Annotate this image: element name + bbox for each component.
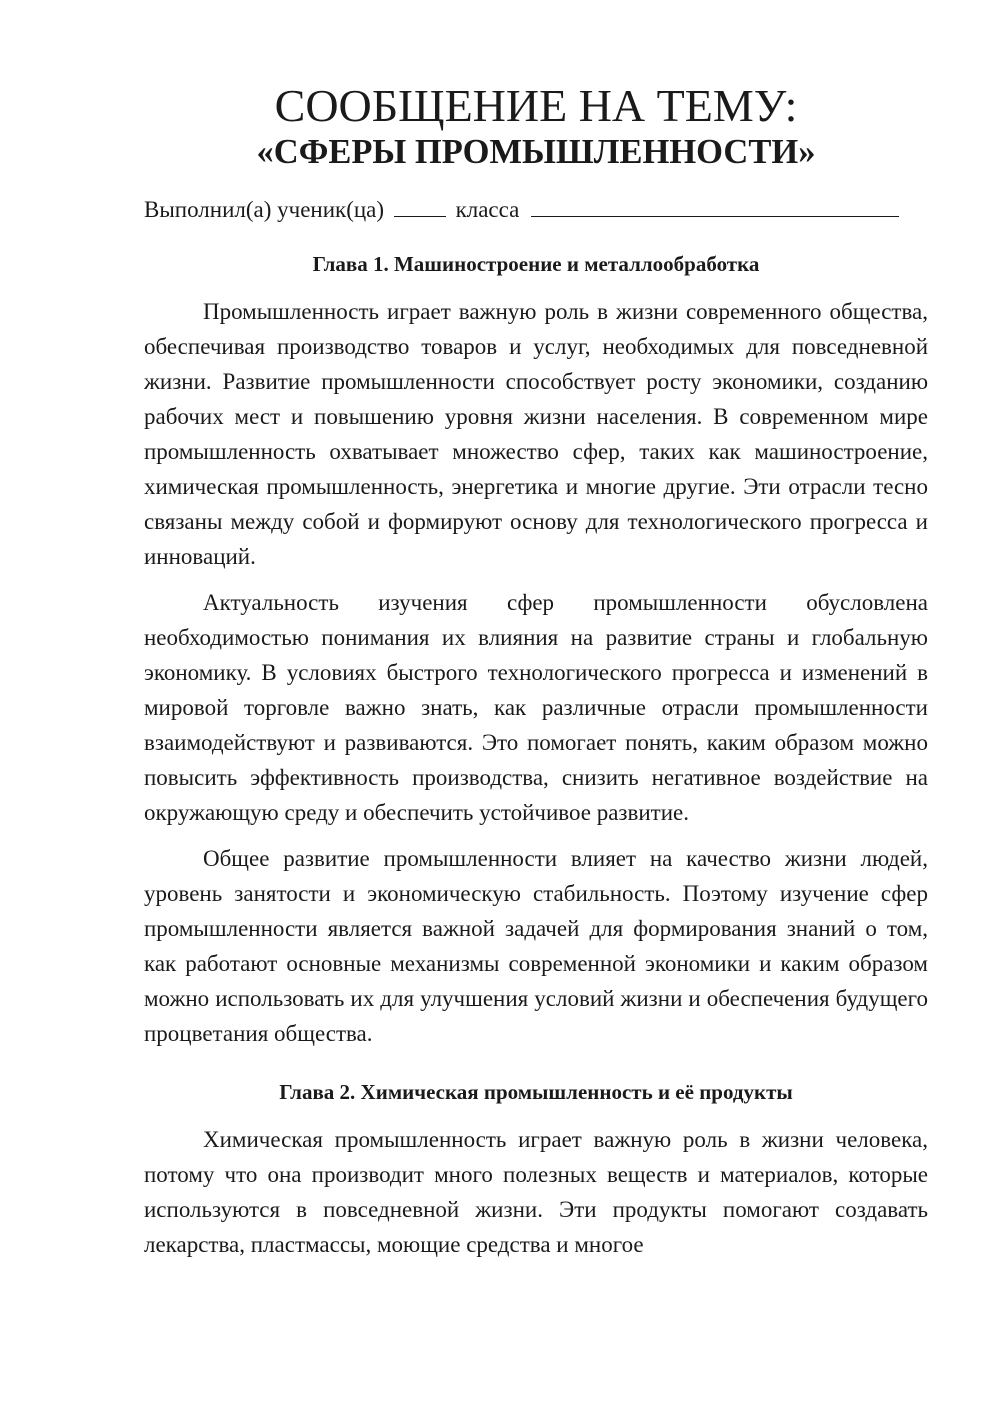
chapter-title: Глава 1. Машиностроение и металлообработка bbox=[312, 252, 760, 276]
chapter-2 bbox=[144, 1075, 928, 1262]
student-label: Выполнил(а) ученик(ца) bbox=[144, 197, 385, 222]
class-number-blank bbox=[394, 194, 446, 217]
document-title: «СФЕРЫ ПРОМЫШЛЕННОСТИ» bbox=[256, 133, 816, 171]
chapter-1 bbox=[144, 247, 928, 1051]
student-info-line bbox=[144, 192, 928, 227]
paragraph: Промышленность играет важную роль в жизни современного общества, обеспечивая производство товаров и услуг, необходимых для повседневной жизни. Развитие промышленности способствует росту экономики, созданию рабочих мест и повышению уровня жизни населения. В современном мире промышленность охватывает множество сфер, таких как машиностроение, химическая промышленность, энергетика и многие другие. Эти отрасли тесно связаны между собой и формируют основу для технологического прогресса и инноваций. bbox=[144, 299, 928, 569]
paragraph: Общее развитие промышленности влияет на качество жизни людей, уровень занятости и экономическую стабильность. Поэтому изучение сфер промышленности является важной задачей для формирования знаний о том, как работают основные механизмы современной экономики и каким образом можно использовать их для улучшения условий жизни и обеспечения будущего процветания общества. bbox=[144, 846, 928, 1046]
class-label: класса bbox=[455, 197, 520, 222]
paragraph: Актуальность изучения сфер промышленности обусловлена необходимостью понимания их влияния на развитие страны и глобальную экономику. В условиях быстрого технологического прогресса и изменений в мировой торговле важно знать, как различные отрасли промышленности взаимодействуют и развиваются. Это помогает понять, каким образом можно повысить эффективность производства, снизить негативное воздействие на окружающую среду и обеспечить устойчивое развитие. bbox=[144, 590, 928, 825]
chapter-title: Глава 2. Химическая промышленность и её продукты bbox=[279, 1080, 793, 1104]
paragraph: Химическая промышленность играет важную роль в жизни человека, потому что она производит много полезных веществ и материалов, которые используются в повседневной жизни. Эти продукты помогают создавать лекарства, пластмассы, моющие средства и многое bbox=[144, 1127, 928, 1257]
document-page bbox=[144, 80, 928, 1262]
student-name-blank bbox=[531, 194, 899, 217]
document-heading: СООБЩЕНИЕ НА ТЕМУ: bbox=[274, 80, 798, 131]
